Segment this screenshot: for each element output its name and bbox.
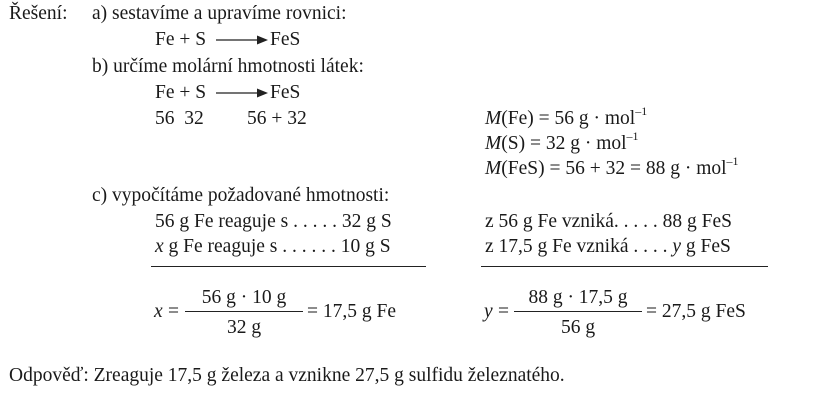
answer-text: Odpověď: Zreaguje 17,5 g železa a vznikne 27,5 g sulfidu železnatého. [9,365,565,386]
left-eq-result: = 17,5 g Fe [307,301,396,322]
left-eq-denominator: 32 g [226,317,262,338]
right-eq-variable: y [484,301,493,322]
left-eq-numerator: 56 g · 10 g [201,287,287,308]
molar-mass-fe: M(Fe) = 56 g · mol$^{-1}$ [485,104,648,129]
left-proportion-line-1: 56 g Fe reaguje s . . . . . 32 g S [155,211,392,232]
right-divider [481,266,768,267]
left-divider [151,266,426,267]
step-b-masses-reactants: 56 32 [155,108,204,129]
molar-mass-s: M(S) = 32 g · mol$^{-1}$ [485,129,639,154]
reaction-arrow-icon [216,86,268,100]
right-eq-numerator: 88 g · 17,5 g [528,287,628,308]
step-a-product: FeS [270,29,301,50]
right-proportion-line-1: z 56 g Fe vzniká. . . . . 88 g FeS [485,211,732,232]
right-eq-result: = 27,5 g FeS [646,301,746,322]
left-eq-equals: = [168,301,179,322]
step-b-masses-product: 56 + 32 [247,108,307,129]
right-fraction-bar [514,311,642,312]
step-b-label: b) určíme molární hmotnosti látek: [92,56,364,77]
step-b-product: FeS [270,82,301,103]
step-a-reactants: Fe + S [155,29,207,50]
solution-label: Řešení: [9,3,68,24]
right-proportion-line-2: z 17,5 g Fe vzniká . . . . y g FeS [485,236,731,257]
right-eq-equals: = [498,301,509,322]
step-c-label: c) vypočítáme požadované hmotnosti: [92,185,390,206]
step-a-label: a) sestavíme a upravíme rovnici: [92,3,347,24]
left-eq-variable: x [154,301,163,322]
reaction-arrow-icon [216,33,268,47]
molar-mass-fes: M(FeS) = 56 + 32 = 88 g · mol$^{-1}$ [485,154,739,179]
right-eq-denominator: 56 g [560,317,596,338]
left-proportion-line-2: x g Fe reaguje s . . . . . . 10 g S [155,236,391,257]
left-fraction-bar [185,311,303,312]
step-b-reactants: Fe + S [155,82,207,103]
